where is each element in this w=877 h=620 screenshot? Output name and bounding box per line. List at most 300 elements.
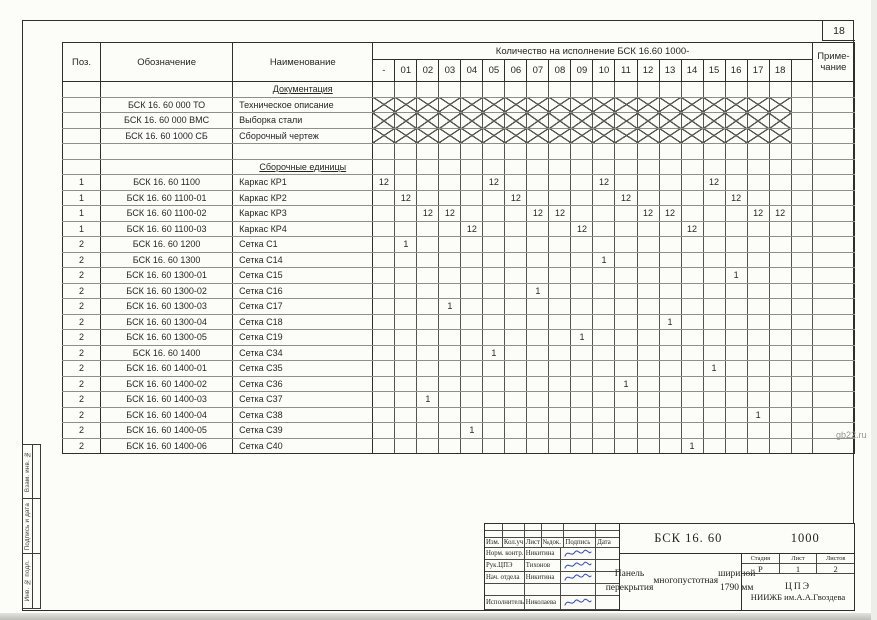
qty-cell-11: [615, 361, 637, 377]
signer-role: Рук.ЦПЭ: [485, 560, 525, 572]
qty-cell--: [373, 268, 395, 284]
qty-cell-01: [395, 361, 417, 377]
qty-cell-07: [527, 252, 549, 268]
note-cell: [812, 407, 854, 423]
qty-cell-10: [593, 113, 615, 129]
name-cell: Сетка С15: [233, 268, 373, 284]
qty-cell-03: [439, 113, 461, 129]
qty-cell-08: [549, 82, 571, 98]
spare-cell: [791, 283, 812, 299]
name-cell: Сетка С40: [233, 438, 373, 454]
qty-cell--: [373, 361, 395, 377]
qty-cell-06: [505, 206, 527, 222]
qty-cell-16: [725, 128, 747, 144]
qty-cell-04: 1: [461, 423, 483, 439]
qty-cell-06: [505, 345, 527, 361]
qty-cell-09: [571, 438, 593, 454]
qty-cell-06: [505, 221, 527, 237]
qty-cell-02: [417, 175, 439, 191]
qty-cell-09: [571, 159, 593, 175]
qty-cell-02: [417, 113, 439, 129]
qty-cell-07: [527, 175, 549, 191]
qty-cell-04: [461, 206, 483, 222]
qty-cell-09: [571, 175, 593, 191]
table-row: [63, 252, 855, 268]
side-stamp-empty-col: [33, 499, 40, 553]
qty-cell-18: [769, 314, 791, 330]
sig-blank-cell: [485, 531, 503, 538]
qty-cell-16: [725, 361, 747, 377]
qty-cell-14: [681, 299, 703, 315]
qty-cell-18: [769, 330, 791, 346]
qty-cell-03: 12: [439, 206, 461, 222]
qty-cell-04: [461, 438, 483, 454]
title-block-right: [605, 524, 854, 610]
designation-cell: БСК 16. 60 1300-03: [101, 299, 233, 315]
qty-cell-05: [483, 159, 505, 175]
qty-cell-14: [681, 345, 703, 361]
qty-cell--: [373, 159, 395, 175]
signer-row-4: [485, 596, 619, 610]
qty-cell-17: 12: [747, 206, 769, 222]
side-stamp-label: Подпись и дата: [24, 502, 31, 550]
qty-cell-11: [615, 407, 637, 423]
scan-edge-bottom: [0, 613, 877, 620]
qty-cell-02: [417, 252, 439, 268]
name-cell: Сборочный чертеж: [233, 128, 373, 144]
spare-cell: [791, 175, 812, 191]
qty-cell-15: [703, 438, 725, 454]
qty-cell-12: [637, 423, 659, 439]
organization-name: НИИЖБ им.А.А.Гвоздева: [750, 592, 846, 602]
qty-cell-11: [615, 252, 637, 268]
qty-cell-13: [659, 159, 681, 175]
qty-cell-15: [703, 407, 725, 423]
table-row: [63, 82, 855, 98]
qty-cell--: [373, 330, 395, 346]
qty-cell-07: [527, 190, 549, 206]
specification-table: [62, 42, 855, 454]
exec-col-header-01: 01: [395, 60, 417, 82]
qty-cell-05: [483, 237, 505, 253]
qty-cell-10: [593, 345, 615, 361]
qty-cell-08: [549, 330, 571, 346]
side-stamp-label: Инв. № подл.: [24, 560, 31, 602]
qty-cell-03: [439, 314, 461, 330]
qty-cell-03: [439, 252, 461, 268]
qty-cell--: [373, 283, 395, 299]
signature-scribble: [561, 548, 596, 560]
sig-blank-cell: [564, 524, 596, 531]
qty-cell-13: [659, 361, 681, 377]
qty-cell-17: 1: [747, 407, 769, 423]
qty-cell-01: [395, 438, 417, 454]
designation-cell: БСК 16. 60 1400-06: [101, 438, 233, 454]
qty-cell-14: [681, 159, 703, 175]
qty-cell-04: [461, 392, 483, 408]
qty-cell-11: [615, 159, 637, 175]
qty-cell-16: [725, 206, 747, 222]
note-cell: [812, 330, 854, 346]
qty-cell-13: [659, 299, 681, 315]
side-stamp-empty-col: [33, 554, 40, 608]
pos-cell: 2: [63, 237, 101, 253]
qty-cell-16: [725, 97, 747, 113]
qty-cell-05: [483, 113, 505, 129]
qty-cell--: [373, 438, 395, 454]
qty-cell-03: [439, 376, 461, 392]
note-cell: [812, 361, 854, 377]
qty-cell-18: 12: [769, 206, 791, 222]
signer-role: Нач. отдела: [485, 572, 525, 584]
qty-cell-02: [417, 97, 439, 113]
qty-cell-12: [637, 144, 659, 160]
qty-cell-12: [637, 113, 659, 129]
spare-cell: [791, 113, 812, 129]
qty-cell-02: [417, 407, 439, 423]
exec-col-header-blank: [791, 60, 812, 82]
signer-role: Исполнитель: [485, 596, 525, 610]
designation-cell: БСК 16. 60 1100-02: [101, 206, 233, 222]
qty-cell-16: [725, 252, 747, 268]
table-row: [63, 376, 855, 392]
name-cell: Каркас КР2: [233, 190, 373, 206]
qty-cell-04: [461, 299, 483, 315]
qty-cell-07: [527, 237, 549, 253]
qty-cell-13: [659, 128, 681, 144]
name-cell: Каркас КР1: [233, 175, 373, 191]
qty-cell-14: [681, 82, 703, 98]
qty-cell-17: [747, 330, 769, 346]
qty-cell--: [373, 190, 395, 206]
exec-col-header-18: 18: [769, 60, 791, 82]
pos-cell: [63, 82, 101, 98]
qty-cell-02: [417, 268, 439, 284]
qty-cell-12: [637, 159, 659, 175]
qty-cell-11: [615, 283, 637, 299]
qty-cell-03: [439, 361, 461, 377]
exec-col-header--: -: [373, 60, 395, 82]
organization-cell: [742, 574, 854, 610]
qty-cell-18: [769, 144, 791, 160]
qty-cell-06: [505, 144, 527, 160]
qty-cell-17: [747, 221, 769, 237]
designation-cell: БСК 16. 60 1100-03: [101, 221, 233, 237]
qty-cell-12: [637, 392, 659, 408]
document-suffix: 1000: [790, 531, 820, 545]
qty-cell-17: [747, 438, 769, 454]
col-header-name: Наименование: [233, 43, 373, 82]
qty-cell-13: [659, 82, 681, 98]
table-row: [63, 144, 855, 160]
qty-cell-10: [593, 438, 615, 454]
spare-cell: [791, 221, 812, 237]
pos-cell: 1: [63, 221, 101, 237]
name-cell: Каркас КР4: [233, 221, 373, 237]
qty-cell-01: [395, 97, 417, 113]
qty-cell-06: [505, 376, 527, 392]
qty-cell-02: [417, 82, 439, 98]
qty-cell-15: [703, 299, 725, 315]
qty-cell-06: [505, 237, 527, 253]
pos-cell: 2: [63, 330, 101, 346]
signer-date: [596, 548, 619, 560]
qty-cell-10: [593, 206, 615, 222]
qty-cell-08: [549, 407, 571, 423]
qty-cell-07: [527, 314, 549, 330]
frame-side-stamps: [22, 445, 41, 609]
qty-cell-13: [659, 97, 681, 113]
qty-cell-17: [747, 423, 769, 439]
qty-cell-09: [571, 407, 593, 423]
signer-date: [596, 596, 619, 610]
qty-cell-15: [703, 237, 725, 253]
pos-cell: 1: [63, 175, 101, 191]
qty-cell-11: [615, 206, 637, 222]
sig-blank-row-1: [485, 531, 619, 538]
qty-cell-02: [417, 159, 439, 175]
qty-cell-14: [681, 113, 703, 129]
qty-cell-12: [637, 407, 659, 423]
qty-cell-13: [659, 407, 681, 423]
qty-cell-15: [703, 268, 725, 284]
qty-cell-10: [593, 392, 615, 408]
qty-cell-13: [659, 237, 681, 253]
qty-cell-12: [637, 221, 659, 237]
pos-cell: 2: [63, 283, 101, 299]
pos-cell: 2: [63, 314, 101, 330]
note-cell: [812, 113, 854, 129]
spare-cell: [791, 128, 812, 144]
qty-cell-07: [527, 438, 549, 454]
qty-cell-10: [593, 82, 615, 98]
qty-cell-03: [439, 423, 461, 439]
qty-cell-14: 12: [681, 221, 703, 237]
note-cell: [812, 376, 854, 392]
pos-cell: 2: [63, 392, 101, 408]
qty-cell-17: [747, 392, 769, 408]
qty-cell-17: [747, 268, 769, 284]
signer-row-1: [485, 560, 619, 572]
table-row: [63, 128, 855, 144]
spare-cell: [791, 159, 812, 175]
qty-cell-15: [703, 82, 725, 98]
qty-cell-07: [527, 330, 549, 346]
pos-cell: 2: [63, 376, 101, 392]
qty-cell-05: [483, 190, 505, 206]
qty-cell-04: [461, 144, 483, 160]
qty-cell-15: [703, 190, 725, 206]
qty-cell-09: [571, 283, 593, 299]
qty-cell-07: [527, 376, 549, 392]
qty-cell-09: [571, 345, 593, 361]
qty-cell-16: [725, 330, 747, 346]
qty-cell-06: [505, 392, 527, 408]
name-cell: Сетка С19: [233, 330, 373, 346]
table-row: [63, 330, 855, 346]
qty-cell-03: [439, 144, 461, 160]
qty-cell-13: [659, 190, 681, 206]
qty-cell-03: 1: [439, 299, 461, 315]
qty-cell-03: [439, 190, 461, 206]
qty-cell-10: [593, 283, 615, 299]
qty-cell-07: [527, 268, 549, 284]
table-row: [63, 283, 855, 299]
side-stamp-box-2: [22, 553, 41, 609]
qty-cell-13: [659, 113, 681, 129]
qty-cell-07: [527, 407, 549, 423]
qty-cell-03: [439, 82, 461, 98]
qty-cell-02: [417, 283, 439, 299]
qty-cell-12: 12: [637, 206, 659, 222]
qty-cell-13: [659, 175, 681, 191]
designation-cell: БСК 16. 60 1300-01: [101, 268, 233, 284]
qty-cell-15: [703, 97, 725, 113]
qty-cell-02: [417, 361, 439, 377]
qty-cell-07: [527, 97, 549, 113]
qty-cell-02: 12: [417, 206, 439, 222]
qty-cell-03: [439, 175, 461, 191]
qty-cell-12: [637, 268, 659, 284]
qty-cell-18: [769, 268, 791, 284]
stage-header-row: [742, 554, 854, 564]
qty-cell-05: [483, 128, 505, 144]
qty-cell-08: [549, 345, 571, 361]
qty-cell-15: [703, 221, 725, 237]
qty-cell-06: [505, 268, 527, 284]
qty-cell-01: [395, 407, 417, 423]
stage-header-0: Стадия: [742, 554, 780, 564]
qty-cell-11: [615, 144, 637, 160]
designation-cell: БСК 16. 60 1400-05: [101, 423, 233, 439]
qty-cell-08: [549, 128, 571, 144]
qty-cell-16: [725, 392, 747, 408]
qty-cell-15: [703, 113, 725, 129]
designation-cell: [101, 159, 233, 175]
qty-cell-14: [681, 97, 703, 113]
qty-cell-10: [593, 97, 615, 113]
exec-col-header-09: 09: [571, 60, 593, 82]
spare-cell: [791, 144, 812, 160]
note-cell: [812, 221, 854, 237]
stage-header-1: Лист: [780, 554, 818, 564]
spare-cell: [791, 268, 812, 284]
qty-cell--: [373, 252, 395, 268]
qty-cell-17: [747, 190, 769, 206]
sig-header-0: Изм.: [485, 538, 503, 549]
qty-cell-10: [593, 268, 615, 284]
designation-cell: БСК 16. 60 1100: [101, 175, 233, 191]
qty-cell-15: [703, 423, 725, 439]
qty-cell-04: [461, 283, 483, 299]
designation-cell: БСК 16. 60 1300: [101, 252, 233, 268]
qty-cell-01: [395, 392, 417, 408]
qty-cell-08: [549, 268, 571, 284]
qty-cell-02: [417, 423, 439, 439]
qty-cell-04: [461, 159, 483, 175]
qty-cell-16: [725, 82, 747, 98]
qty-cell--: [373, 221, 395, 237]
col-header-pos: Поз.: [63, 43, 101, 82]
qty-cell-03: [439, 345, 461, 361]
note-cell: [812, 268, 854, 284]
qty-cell-08: [549, 423, 571, 439]
name-cell: Сетка С34: [233, 345, 373, 361]
note-cell: [812, 299, 854, 315]
document-number-cell: [620, 524, 854, 554]
qty-cell--: [373, 237, 395, 253]
signer-name: [525, 584, 562, 596]
qty-cell-08: [549, 237, 571, 253]
designation-cell: БСК 16. 60 1400-02: [101, 376, 233, 392]
exec-col-header-03: 03: [439, 60, 461, 82]
title-block: [484, 523, 855, 611]
qty-cell-06: [505, 252, 527, 268]
spare-cell: [791, 423, 812, 439]
qty-cell-14: [681, 144, 703, 160]
table-row: [63, 361, 855, 377]
qty-cell-03: [439, 97, 461, 113]
qty-cell-03: [439, 237, 461, 253]
name-cell: Сетка С38: [233, 407, 373, 423]
side-stamp-label-col: [23, 554, 33, 608]
qty-cell-14: [681, 175, 703, 191]
side-stamp-box-0: [22, 444, 41, 500]
qty-cell-01: [395, 423, 417, 439]
qty-cell--: [373, 376, 395, 392]
table-row: [63, 190, 855, 206]
sig-header-2: Лист: [525, 538, 542, 549]
qty-cell-18: [769, 175, 791, 191]
spare-cell: [791, 407, 812, 423]
pos-cell: 2: [63, 345, 101, 361]
qty-cell-02: [417, 299, 439, 315]
qty-cell-05: [483, 314, 505, 330]
qty-cell-17: [747, 175, 769, 191]
qty-cell-09: [571, 376, 593, 392]
qty-cell-05: [483, 252, 505, 268]
qty-cell-18: [769, 237, 791, 253]
sig-blank-cell: [596, 524, 619, 531]
qty-cell-05: [483, 423, 505, 439]
watermark: gb22.ru: [836, 430, 867, 440]
spare-cell: [791, 97, 812, 113]
qty-cell-18: [769, 392, 791, 408]
qty-cell-01: [395, 159, 417, 175]
qty-cell-05: [483, 206, 505, 222]
qty-cell-18: [769, 190, 791, 206]
qty-cell-12: [637, 237, 659, 253]
document-title-line: Панель перекрытия: [605, 569, 654, 593]
qty-cell-14: [681, 423, 703, 439]
qty-cell--: [373, 144, 395, 160]
exec-col-header-05: 05: [483, 60, 505, 82]
stage-value-1: 1: [780, 564, 818, 574]
qty-cell-13: [659, 392, 681, 408]
qty-cell-18: [769, 128, 791, 144]
qty-cell-02: [417, 128, 439, 144]
qty-cell-02: [417, 237, 439, 253]
qty-cell-06: [505, 314, 527, 330]
qty-cell-15: 12: [703, 175, 725, 191]
qty-cell-15: [703, 128, 725, 144]
designation-cell: БСК 16. 60 1100-01: [101, 190, 233, 206]
table-row: [63, 159, 855, 175]
stage-value-0: Р: [742, 564, 780, 574]
qty-cell--: [373, 392, 395, 408]
qty-cell-07: [527, 82, 549, 98]
qty-cell-13: [659, 252, 681, 268]
